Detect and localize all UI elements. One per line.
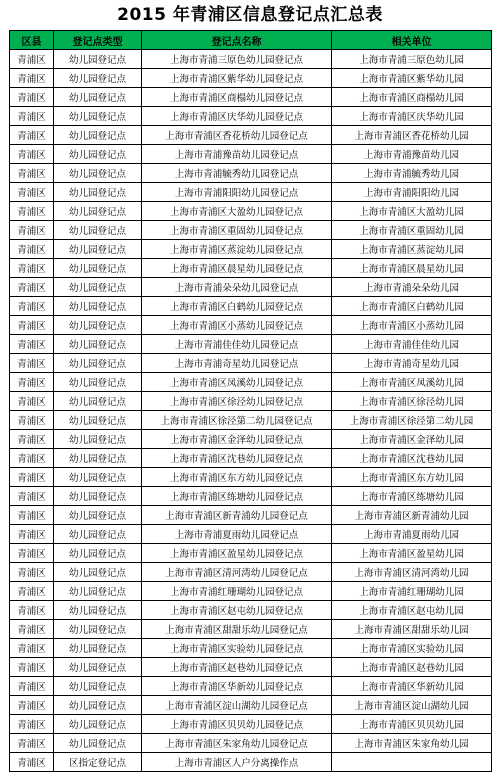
table-row [10, 221, 492, 240]
table-body [10, 50, 492, 772]
cell-point-type: 幼儿园登记点 [54, 715, 142, 734]
cell-district: 青浦区 [10, 202, 54, 221]
cell-district: 青浦区 [10, 145, 54, 164]
table-row [10, 601, 492, 620]
table-row [10, 50, 492, 69]
cell-point-type: 幼儿园登记点 [54, 240, 142, 259]
table-row [10, 335, 492, 354]
cell-point-name: 上海市青浦区金泽幼儿园登记点 [142, 430, 332, 449]
cell-point-type: 区指定登记点 [54, 753, 142, 772]
table-row [10, 677, 492, 696]
cell-point-name: 上海市青浦区小蒸幼儿园登记点 [142, 316, 332, 335]
table-row [10, 563, 492, 582]
cell-point-name: 上海市青浦区朱家角幼儿园登记点 [142, 734, 332, 753]
table-row [10, 240, 492, 259]
cell-point-type: 幼儿园登记点 [54, 107, 142, 126]
cell-district: 青浦区 [10, 601, 54, 620]
cell-point-name: 上海市青浦毓秀幼儿园登记点 [142, 164, 332, 183]
cell-point-name: 上海市青浦区徐泾幼儿园登记点 [142, 392, 332, 411]
cell-district: 青浦区 [10, 335, 54, 354]
cell-point-type: 幼儿园登记点 [54, 221, 142, 240]
cell-point-name: 上海市青浦区白鹤幼儿园登记点 [142, 297, 332, 316]
cell-point-type: 幼儿园登记点 [54, 620, 142, 639]
cell-district: 青浦区 [10, 107, 54, 126]
registration-table [9, 30, 492, 772]
cell-district: 青浦区 [10, 506, 54, 525]
table-row [10, 734, 492, 753]
cell-related-unit: 上海市青浦区朱家角幼儿园 [332, 734, 492, 753]
table-row [10, 430, 492, 449]
table-row [10, 164, 492, 183]
cell-point-name: 上海市青浦区蒸淀幼儿园登记点 [142, 240, 332, 259]
cell-point-name: 上海市青浦区香花桥幼儿园登记点 [142, 126, 332, 145]
cell-related-unit: 上海市青浦区香花桥幼儿园 [332, 126, 492, 145]
cell-related-unit: 上海市青浦区商榻幼儿园 [332, 88, 492, 107]
cell-related-unit: 上海市青浦区凤溪幼儿园 [332, 373, 492, 392]
cell-point-name: 上海市青浦区徐泾第二幼儿园登记点 [142, 411, 332, 430]
cell-related-unit: 上海市青浦区小蒸幼儿园 [332, 316, 492, 335]
cell-district: 青浦区 [10, 354, 54, 373]
cell-district: 青浦区 [10, 525, 54, 544]
cell-point-type: 幼儿园登记点 [54, 373, 142, 392]
cell-point-name: 上海市青浦区盈星幼儿园登记点 [142, 544, 332, 563]
cell-related-unit: 上海市青浦奇星幼儿园 [332, 354, 492, 373]
table-row [10, 316, 492, 335]
cell-point-type: 幼儿园登记点 [54, 696, 142, 715]
cell-point-type: 幼儿园登记点 [54, 544, 142, 563]
cell-point-name: 上海市青浦阳阳幼儿园登记点 [142, 183, 332, 202]
cell-point-name: 上海市青浦区商榻幼儿园登记点 [142, 88, 332, 107]
table-row [10, 126, 492, 145]
cell-point-type: 幼儿园登记点 [54, 259, 142, 278]
cell-district: 青浦区 [10, 696, 54, 715]
cell-point-name: 上海市青浦区赵巷幼儿园登记点 [142, 658, 332, 677]
cell-district: 青浦区 [10, 582, 54, 601]
cell-related-unit [332, 753, 492, 772]
cell-district: 青浦区 [10, 620, 54, 639]
cell-point-type: 幼儿园登记点 [54, 487, 142, 506]
cell-related-unit: 上海市青浦区赵屯幼儿园 [332, 601, 492, 620]
cell-district: 青浦区 [10, 316, 54, 335]
cell-related-unit: 上海市青浦区淀山湖幼儿园 [332, 696, 492, 715]
cell-point-type: 幼儿园登记点 [54, 126, 142, 145]
cell-point-name: 上海市青浦区甜甜乐幼儿园登记点 [142, 620, 332, 639]
cell-related-unit: 上海市青浦区贝贝幼儿园 [332, 715, 492, 734]
cell-point-name: 上海市青浦区清河湾幼儿园登记点 [142, 563, 332, 582]
table-row [10, 278, 492, 297]
cell-district: 青浦区 [10, 240, 54, 259]
cell-point-name: 上海市青浦区沈巷幼儿园登记点 [142, 449, 332, 468]
header-related-unit: 相关单位 [332, 31, 492, 50]
cell-related-unit: 上海市青浦区紫华幼儿园 [332, 69, 492, 88]
cell-related-unit: 上海市青浦区白鹤幼儿园 [332, 297, 492, 316]
cell-point-type: 幼儿园登记点 [54, 563, 142, 582]
cell-related-unit: 上海市青浦区晨星幼儿园 [332, 259, 492, 278]
cell-district: 青浦区 [10, 164, 54, 183]
cell-related-unit: 上海市青浦区清河湾幼儿园 [332, 563, 492, 582]
table-row [10, 373, 492, 392]
cell-district: 青浦区 [10, 183, 54, 202]
cell-related-unit: 上海市青浦阳阳幼儿园 [332, 183, 492, 202]
cell-district: 青浦区 [10, 544, 54, 563]
cell-district: 青浦区 [10, 677, 54, 696]
cell-related-unit: 上海市青浦区赵巷幼儿园 [332, 658, 492, 677]
cell-district: 青浦区 [10, 487, 54, 506]
cell-point-name: 上海市青浦红珊瑚幼儿园登记点 [142, 582, 332, 601]
header-row [10, 31, 492, 50]
cell-point-name: 上海市青浦区练塘幼儿园登记点 [142, 487, 332, 506]
cell-point-type: 幼儿园登记点 [54, 297, 142, 316]
table-row [10, 715, 492, 734]
cell-point-type: 幼儿园登记点 [54, 658, 142, 677]
table-row [10, 544, 492, 563]
cell-related-unit: 上海市青浦区华新幼儿园 [332, 677, 492, 696]
cell-point-name: 上海市青浦区赵屯幼儿园登记点 [142, 601, 332, 620]
table-row [10, 411, 492, 430]
cell-point-type: 幼儿园登记点 [54, 202, 142, 221]
cell-related-unit: 上海市青浦区实验幼儿园 [332, 639, 492, 658]
cell-point-name: 上海市青浦区华新幼儿园登记点 [142, 677, 332, 696]
document-title: 2015 年青浦区信息登记点汇总表 [117, 5, 383, 25]
table-row [10, 696, 492, 715]
cell-related-unit: 上海市青浦区甜甜乐幼儿园 [332, 620, 492, 639]
cell-related-unit: 上海市青浦夏雨幼儿园 [332, 525, 492, 544]
cell-point-type: 幼儿园登记点 [54, 164, 142, 183]
cell-point-type: 幼儿园登记点 [54, 278, 142, 297]
table-row [10, 525, 492, 544]
table-row [10, 658, 492, 677]
cell-district: 青浦区 [10, 259, 54, 278]
cell-district: 青浦区 [10, 278, 54, 297]
cell-related-unit: 上海市青浦区徐泾幼儿园 [332, 392, 492, 411]
cell-point-name: 上海市青浦区淀山湖幼儿园登记点 [142, 696, 332, 715]
cell-point-type: 幼儿园登记点 [54, 430, 142, 449]
cell-related-unit: 上海市青浦豫苗幼儿园 [332, 145, 492, 164]
table-row [10, 753, 492, 772]
table-row [10, 145, 492, 164]
cell-point-type: 幼儿园登记点 [54, 183, 142, 202]
cell-related-unit: 上海市青浦三原色幼儿园 [332, 50, 492, 69]
cell-district: 青浦区 [10, 430, 54, 449]
cell-district: 青浦区 [10, 88, 54, 107]
table-row [10, 69, 492, 88]
table-row [10, 506, 492, 525]
cell-point-name: 上海市青浦区凤溪幼儿园登记点 [142, 373, 332, 392]
cell-district: 青浦区 [10, 468, 54, 487]
cell-district: 青浦区 [10, 392, 54, 411]
cell-related-unit: 上海市青浦毓秀幼儿园 [332, 164, 492, 183]
cell-point-type: 幼儿园登记点 [54, 145, 142, 164]
cell-point-name: 上海市青浦区贝贝幼儿园登记点 [142, 715, 332, 734]
cell-point-name: 上海市青浦佳佳幼儿园登记点 [142, 335, 332, 354]
cell-point-type: 幼儿园登记点 [54, 468, 142, 487]
table-row [10, 449, 492, 468]
cell-point-type: 幼儿园登记点 [54, 734, 142, 753]
table-row [10, 107, 492, 126]
cell-point-type: 幼儿园登记点 [54, 582, 142, 601]
cell-district: 青浦区 [10, 449, 54, 468]
cell-point-name: 上海市青浦区晨星幼儿园登记点 [142, 259, 332, 278]
cell-district: 青浦区 [10, 373, 54, 392]
cell-point-type: 幼儿园登记点 [54, 88, 142, 107]
cell-related-unit: 上海市青浦区盈星幼儿园 [332, 544, 492, 563]
header-district: 区县 [10, 31, 54, 50]
cell-district: 青浦区 [10, 50, 54, 69]
table-row [10, 582, 492, 601]
cell-point-type: 幼儿园登记点 [54, 639, 142, 658]
table-row [10, 639, 492, 658]
cell-district: 青浦区 [10, 734, 54, 753]
table-row [10, 297, 492, 316]
cell-point-name: 上海市青浦区庆华幼儿园登记点 [142, 107, 332, 126]
cell-point-type: 幼儿园登记点 [54, 335, 142, 354]
cell-related-unit: 上海市青浦佳佳幼儿园 [332, 335, 492, 354]
cell-point-type: 幼儿园登记点 [54, 69, 142, 88]
cell-related-unit: 上海市青浦区练塘幼儿园 [332, 487, 492, 506]
cell-district: 青浦区 [10, 126, 54, 145]
table-header [10, 31, 492, 50]
cell-point-name: 上海市青浦区紫华幼儿园登记点 [142, 69, 332, 88]
cell-point-type: 幼儿园登记点 [54, 392, 142, 411]
cell-related-unit: 上海市青浦红珊瑚幼儿园 [332, 582, 492, 601]
cell-point-name: 上海市青浦夏雨幼儿园登记点 [142, 525, 332, 544]
cell-point-name: 上海市青浦三原色幼儿园登记点 [142, 50, 332, 69]
cell-point-type: 幼儿园登记点 [54, 50, 142, 69]
cell-district: 青浦区 [10, 639, 54, 658]
cell-point-name: 上海市青浦奇星幼儿园登记点 [142, 354, 332, 373]
cell-district: 青浦区 [10, 563, 54, 582]
cell-related-unit: 上海市青浦区蒸淀幼儿园 [332, 240, 492, 259]
cell-related-unit: 上海市青浦区东方幼儿园 [332, 468, 492, 487]
cell-point-name: 上海市青浦区人户分离操作点 [142, 753, 332, 772]
cell-point-name: 上海市青浦豫苗幼儿园登记点 [142, 145, 332, 164]
table-row [10, 620, 492, 639]
table-row [10, 392, 492, 411]
cell-point-name: 上海市青浦区重固幼儿园登记点 [142, 221, 332, 240]
table-row [10, 468, 492, 487]
table-row [10, 259, 492, 278]
cell-point-name: 上海市青浦区东方幼儿园登记点 [142, 468, 332, 487]
table-row [10, 183, 492, 202]
cell-point-type: 幼儿园登记点 [54, 677, 142, 696]
cell-point-type: 幼儿园登记点 [54, 411, 142, 430]
cell-point-name: 上海市青浦区大盈幼儿园登记点 [142, 202, 332, 221]
cell-point-type: 幼儿园登记点 [54, 354, 142, 373]
cell-district: 青浦区 [10, 658, 54, 677]
cell-district: 青浦区 [10, 69, 54, 88]
header-point-name: 登记点名称 [142, 31, 332, 50]
table-row [10, 354, 492, 373]
cell-district: 青浦区 [10, 753, 54, 772]
cell-district: 青浦区 [10, 221, 54, 240]
table-row [10, 487, 492, 506]
table-row [10, 202, 492, 221]
cell-point-type: 幼儿园登记点 [54, 601, 142, 620]
cell-point-name: 上海市青浦区新青浦幼儿园登记点 [142, 506, 332, 525]
cell-related-unit: 上海市青浦区沈巷幼儿园 [332, 449, 492, 468]
cell-district: 青浦区 [10, 715, 54, 734]
cell-related-unit: 上海市青浦区重固幼儿园 [332, 221, 492, 240]
cell-related-unit: 上海市青浦区徐泾第二幼儿园 [332, 411, 492, 430]
header-point-type: 登记点类型 [54, 31, 142, 50]
cell-point-type: 幼儿园登记点 [54, 525, 142, 544]
cell-related-unit: 上海市青浦区金泽幼儿园 [332, 430, 492, 449]
cell-point-name: 上海市青浦朵朵幼儿园登记点 [142, 278, 332, 297]
cell-related-unit: 上海市青浦区庆华幼儿园 [332, 107, 492, 126]
cell-point-type: 幼儿园登记点 [54, 506, 142, 525]
cell-related-unit: 上海市青浦区新青浦幼儿园 [332, 506, 492, 525]
cell-point-type: 幼儿园登记点 [54, 449, 142, 468]
cell-district: 青浦区 [10, 411, 54, 430]
cell-related-unit: 上海市青浦朵朵幼儿园 [332, 278, 492, 297]
cell-point-name: 上海市青浦区实验幼儿园登记点 [142, 639, 332, 658]
table-row [10, 88, 492, 107]
cell-point-type: 幼儿园登记点 [54, 316, 142, 335]
cell-district: 青浦区 [10, 297, 54, 316]
cell-related-unit: 上海市青浦区大盈幼儿园 [332, 202, 492, 221]
